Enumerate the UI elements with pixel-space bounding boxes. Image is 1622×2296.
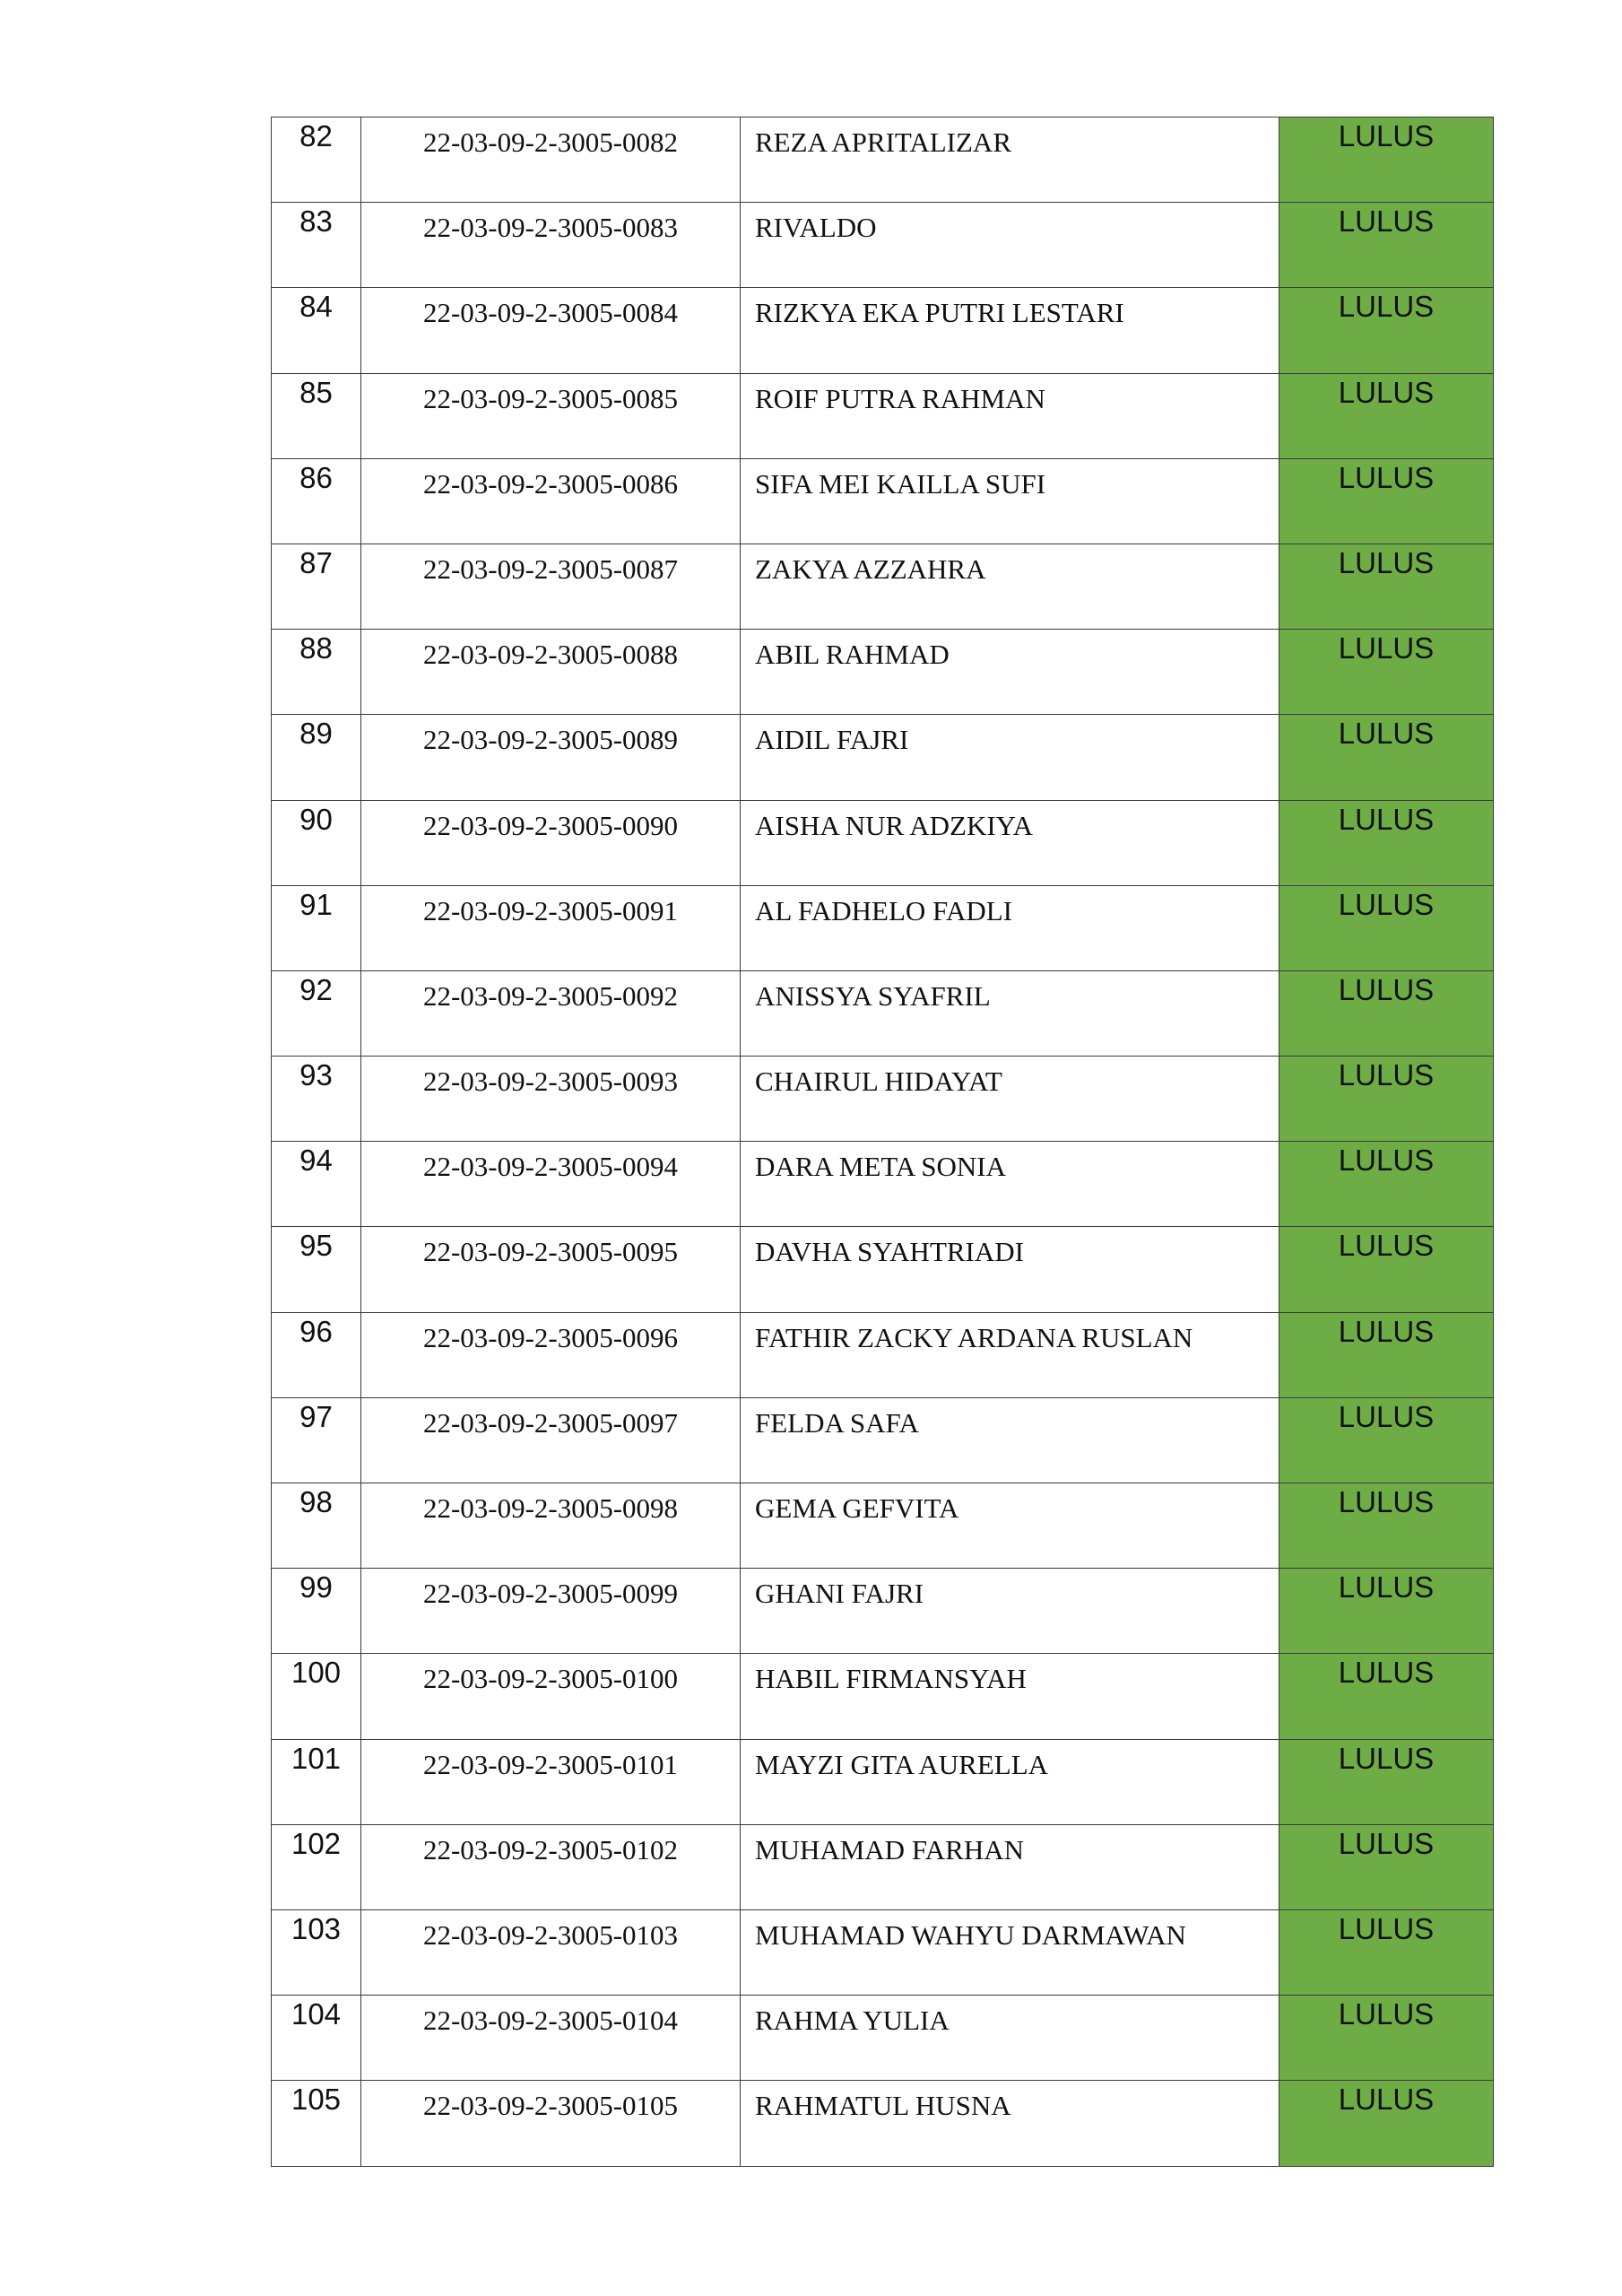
table-row (272, 800, 1494, 885)
participant-id-text: 22-03-09-2-3005-0097 (422, 1406, 679, 1439)
table-row (272, 1824, 1494, 1909)
participant-name-text: AL FADHELO FADLI (755, 894, 1013, 926)
status-cell (1279, 800, 1494, 885)
table-row (272, 1654, 1494, 1739)
participant-id-text: 22-03-09-2-3005-0091 (422, 894, 679, 926)
status-cell (1279, 1996, 1494, 2081)
status-cell (1279, 1909, 1494, 1995)
table-row (272, 458, 1494, 544)
participant-id-text: 22-03-09-2-3005-0087 (422, 552, 679, 585)
participant-name-cell (741, 1569, 1279, 1654)
participant-name-text: RAHMA YULIA (755, 2005, 950, 2037)
participant-name-text: REZA APRITALIZAR (755, 126, 1011, 158)
participant-id-cell (361, 1397, 741, 1483)
status-text: LULUS (1338, 1741, 1435, 1775)
row-number-text: 87 (299, 545, 333, 579)
row-number-cell (272, 1057, 361, 1142)
row-number-text: 97 (299, 1399, 333, 1433)
row-number-cell (272, 1397, 361, 1483)
row-number-text: 96 (299, 1314, 333, 1348)
participant-id-cell (361, 288, 741, 373)
participant-name-text: RIVALDO (755, 212, 877, 244)
participant-name-cell (741, 2081, 1279, 2166)
participant-id-text: 22-03-09-2-3005-0103 (422, 1918, 679, 1951)
table-row (272, 1996, 1494, 2081)
participant-id-text: 22-03-09-2-3005-0085 (422, 382, 679, 414)
table-row (272, 1057, 1494, 1142)
status-cell (1279, 970, 1494, 1056)
row-number-text: 92 (299, 972, 333, 1006)
participant-name-cell (741, 630, 1279, 715)
row-number-cell (272, 544, 361, 629)
participant-name-cell (741, 715, 1279, 800)
status-cell (1279, 1397, 1494, 1483)
row-number-text: 83 (299, 204, 333, 239)
participant-name-text: ANISSYA SYAFRIL (755, 979, 991, 1012)
row-number-text: 103 (291, 1911, 342, 1945)
row-number-text: 98 (299, 1485, 333, 1518)
participant-name-text: HABIL FIRMANSYAH (755, 1663, 1027, 1695)
row-number-text: 99 (299, 1570, 333, 1605)
participant-name-cell (741, 1909, 1279, 1995)
participant-id-text: 22-03-09-2-3005-0105 (422, 2090, 679, 2122)
row-number-cell (272, 1739, 361, 1824)
participant-name-cell (741, 1397, 1279, 1483)
participant-id-text: 22-03-09-2-3005-0094 (422, 1151, 679, 1183)
status-cell (1279, 1483, 1494, 1569)
participant-name-text: ZAKYA AZZAHRA (755, 552, 986, 585)
participant-name-cell (741, 373, 1279, 458)
participant-id-cell (361, 1227, 741, 1312)
status-text: LULUS (1338, 1399, 1435, 1433)
participant-id-text: 22-03-09-2-3005-0096 (422, 1321, 679, 1353)
row-number-cell (272, 630, 361, 715)
status-text: LULUS (1338, 1144, 1435, 1178)
row-number-cell (272, 970, 361, 1056)
participant-id-cell (361, 1996, 741, 2081)
participant-id-cell (361, 885, 741, 970)
row-number-text: 91 (299, 887, 333, 921)
participant-id-cell (361, 1312, 741, 1397)
row-number-text: 104 (291, 1997, 342, 2031)
participant-id-cell (361, 1739, 741, 1824)
participant-id-cell (361, 1909, 741, 1995)
participant-id-text: 22-03-09-2-3005-0099 (422, 1578, 679, 1610)
row-number-text: 101 (291, 1741, 342, 1775)
status-text: LULUS (1338, 717, 1435, 751)
row-number-text: 85 (299, 375, 333, 409)
status-text: LULUS (1338, 1911, 1435, 1945)
status-text: LULUS (1338, 1058, 1435, 1092)
participant-name-cell (741, 288, 1279, 373)
status-cell (1279, 458, 1494, 544)
participant-name-cell (741, 1227, 1279, 1312)
status-cell (1279, 1654, 1494, 1739)
participant-name-cell (741, 970, 1279, 1056)
table-row (272, 1909, 1494, 1995)
participant-id-text: 22-03-09-2-3005-0095 (422, 1236, 679, 1268)
row-number-cell (272, 2081, 361, 2166)
table-row (272, 117, 1494, 203)
participant-id-text: 22-03-09-2-3005-0092 (422, 979, 679, 1012)
table-row (272, 885, 1494, 970)
row-number-text: 84 (299, 290, 333, 324)
table-row (272, 544, 1494, 629)
participant-id-cell (361, 800, 741, 885)
row-number-cell (272, 1312, 361, 1397)
status-cell (1279, 1824, 1494, 1909)
row-number-text: 82 (299, 119, 333, 152)
participant-name-text: AISHA NUR ADZKIYA (755, 809, 1034, 841)
participant-name-cell (741, 458, 1279, 544)
row-number-text: 102 (291, 1826, 342, 1860)
results-table-body (272, 117, 1494, 2167)
participant-name-text: FATHIR ZACKY ARDANA RUSLAN (755, 1321, 1193, 1353)
status-text: LULUS (1338, 887, 1435, 921)
participant-name-text: DAVHA SYAHTRIADI (755, 1236, 1024, 1268)
participant-id-text: 22-03-09-2-3005-0090 (422, 809, 679, 841)
participant-name-cell (741, 1654, 1279, 1739)
participant-name-cell (741, 544, 1279, 629)
participant-name-text: DARA META SONIA (755, 1151, 1006, 1183)
status-cell (1279, 288, 1494, 373)
participant-id-cell (361, 1142, 741, 1227)
status-cell (1279, 1057, 1494, 1142)
participant-name-cell (741, 1483, 1279, 1569)
table-row (272, 203, 1494, 288)
table-row (272, 1569, 1494, 1654)
participant-name-text: GEMA GEFVITA (755, 1492, 959, 1524)
participant-name-cell (741, 203, 1279, 288)
table-row (272, 715, 1494, 800)
status-cell (1279, 544, 1494, 629)
participant-name-cell (741, 1312, 1279, 1397)
row-number-text: 93 (299, 1058, 333, 1092)
participant-name-text: RIZKYA EKA PUTRI LESTARI (755, 297, 1124, 329)
row-number-text: 100 (291, 1656, 342, 1690)
status-cell (1279, 373, 1494, 458)
participant-id-text: 22-03-09-2-3005-0082 (422, 126, 679, 158)
participant-id-text: 22-03-09-2-3005-0098 (422, 1492, 679, 1524)
status-cell (1279, 1142, 1494, 1227)
status-text: LULUS (1338, 802, 1435, 836)
table-row (272, 970, 1494, 1056)
status-cell (1279, 117, 1494, 203)
participant-name-text: FELDA SAFA (755, 1406, 919, 1439)
row-number-cell (272, 1569, 361, 1654)
participant-id-text: 22-03-09-2-3005-0102 (422, 1833, 679, 1866)
status-text: LULUS (1338, 1314, 1435, 1348)
status-text: LULUS (1338, 119, 1435, 152)
participant-name-text: SIFA MEI KAILLA SUFI (755, 467, 1046, 500)
participant-id-cell (361, 1483, 741, 1569)
row-number-cell (272, 203, 361, 288)
status-text: LULUS (1338, 1485, 1435, 1518)
status-text: LULUS (1338, 375, 1435, 409)
participant-name-text: AIDIL FAJRI (755, 724, 909, 756)
table-row (272, 1227, 1494, 1312)
table-row (272, 1397, 1494, 1483)
status-text: LULUS (1338, 460, 1435, 494)
participant-id-text: 22-03-09-2-3005-0083 (422, 212, 679, 244)
participant-name-text: MAYZI GITA AURELLA (755, 1748, 1049, 1780)
status-cell (1279, 715, 1494, 800)
participant-id-cell (361, 1057, 741, 1142)
table-row (272, 1142, 1494, 1227)
status-text: LULUS (1338, 1570, 1435, 1605)
status-text: LULUS (1338, 1997, 1435, 2031)
participant-id-cell (361, 1824, 741, 1909)
status-cell (1279, 1312, 1494, 1397)
participant-name-text: ROIF PUTRA RAHMAN (755, 382, 1045, 414)
participant-id-cell (361, 117, 741, 203)
table-row (272, 288, 1494, 373)
status-text: LULUS (1338, 1229, 1435, 1263)
row-number-cell (272, 373, 361, 458)
participant-id-text: 22-03-09-2-3005-0084 (422, 297, 679, 329)
row-number-text: 105 (291, 2083, 342, 2117)
row-number-text: 89 (299, 717, 333, 751)
results-table (271, 117, 1494, 2167)
row-number-cell (272, 1654, 361, 1739)
participant-name-text: MUHAMAD WAHYU DARMAWAN (755, 1918, 1186, 1951)
participant-id-cell (361, 373, 741, 458)
participant-id-cell (361, 2081, 741, 2166)
participant-name-cell (741, 800, 1279, 885)
participant-name-text: GHANI FAJRI (755, 1578, 924, 1610)
status-text: LULUS (1338, 290, 1435, 324)
table-row (272, 373, 1494, 458)
participant-id-text: 22-03-09-2-3005-0101 (422, 1748, 679, 1780)
row-number-cell (272, 1483, 361, 1569)
participant-name-cell (741, 117, 1279, 203)
participant-name-cell (741, 1996, 1279, 2081)
row-number-cell (272, 117, 361, 203)
participant-id-text: 22-03-09-2-3005-0104 (422, 2005, 679, 2037)
participant-id-cell (361, 1569, 741, 1654)
status-cell (1279, 630, 1494, 715)
status-cell (1279, 885, 1494, 970)
row-number-cell (272, 715, 361, 800)
status-cell (1279, 2081, 1494, 2166)
row-number-cell (272, 288, 361, 373)
participant-name-text: ABIL RAHMAD (755, 639, 950, 671)
status-cell (1279, 1227, 1494, 1312)
participant-id-cell (361, 1654, 741, 1739)
participant-name-cell (741, 1057, 1279, 1142)
status-cell (1279, 1739, 1494, 1824)
participant-id-cell (361, 970, 741, 1056)
participant-name-text: RAHMATUL HUSNA (755, 2090, 1011, 2122)
participant-name-text: MUHAMAD FARHAN (755, 1833, 1024, 1866)
status-text: LULUS (1338, 1656, 1435, 1690)
participant-id-text: 22-03-09-2-3005-0093 (422, 1065, 679, 1098)
row-number-text: 95 (299, 1229, 333, 1263)
participant-id-cell (361, 203, 741, 288)
row-number-cell (272, 1142, 361, 1227)
status-cell (1279, 1569, 1494, 1654)
table-row (272, 1483, 1494, 1569)
participant-id-text: 22-03-09-2-3005-0088 (422, 639, 679, 671)
status-text: LULUS (1338, 2083, 1435, 2117)
participant-id-text: 22-03-09-2-3005-0089 (422, 724, 679, 756)
row-number-cell (272, 800, 361, 885)
row-number-text: 94 (299, 1144, 333, 1178)
participant-name-cell (741, 885, 1279, 970)
participant-id-cell (361, 630, 741, 715)
table-row (272, 1312, 1494, 1397)
participant-name-cell (741, 1142, 1279, 1227)
status-text: LULUS (1338, 1826, 1435, 1860)
row-number-cell (272, 1996, 361, 2081)
row-number-cell (272, 458, 361, 544)
participant-id-cell (361, 458, 741, 544)
status-text: LULUS (1338, 631, 1435, 665)
participant-id-cell (361, 715, 741, 800)
table-row (272, 2081, 1494, 2166)
status-text: LULUS (1338, 545, 1435, 579)
participant-id-text: 22-03-09-2-3005-0100 (422, 1663, 679, 1695)
table-row (272, 1739, 1494, 1824)
status-text: LULUS (1338, 204, 1435, 239)
row-number-cell (272, 1824, 361, 1909)
participant-name-cell (741, 1824, 1279, 1909)
table-row (272, 630, 1494, 715)
row-number-text: 86 (299, 460, 333, 494)
participant-name-cell (741, 1739, 1279, 1824)
participant-name-text: CHAIRUL HIDAYAT (755, 1065, 1002, 1098)
status-cell (1279, 203, 1494, 288)
row-number-cell (272, 1227, 361, 1312)
row-number-cell (272, 885, 361, 970)
row-number-text: 90 (299, 802, 333, 836)
row-number-text: 88 (299, 631, 333, 665)
status-text: LULUS (1338, 972, 1435, 1006)
row-number-cell (272, 1909, 361, 1995)
participant-id-text: 22-03-09-2-3005-0086 (422, 467, 679, 500)
participant-id-cell (361, 544, 741, 629)
